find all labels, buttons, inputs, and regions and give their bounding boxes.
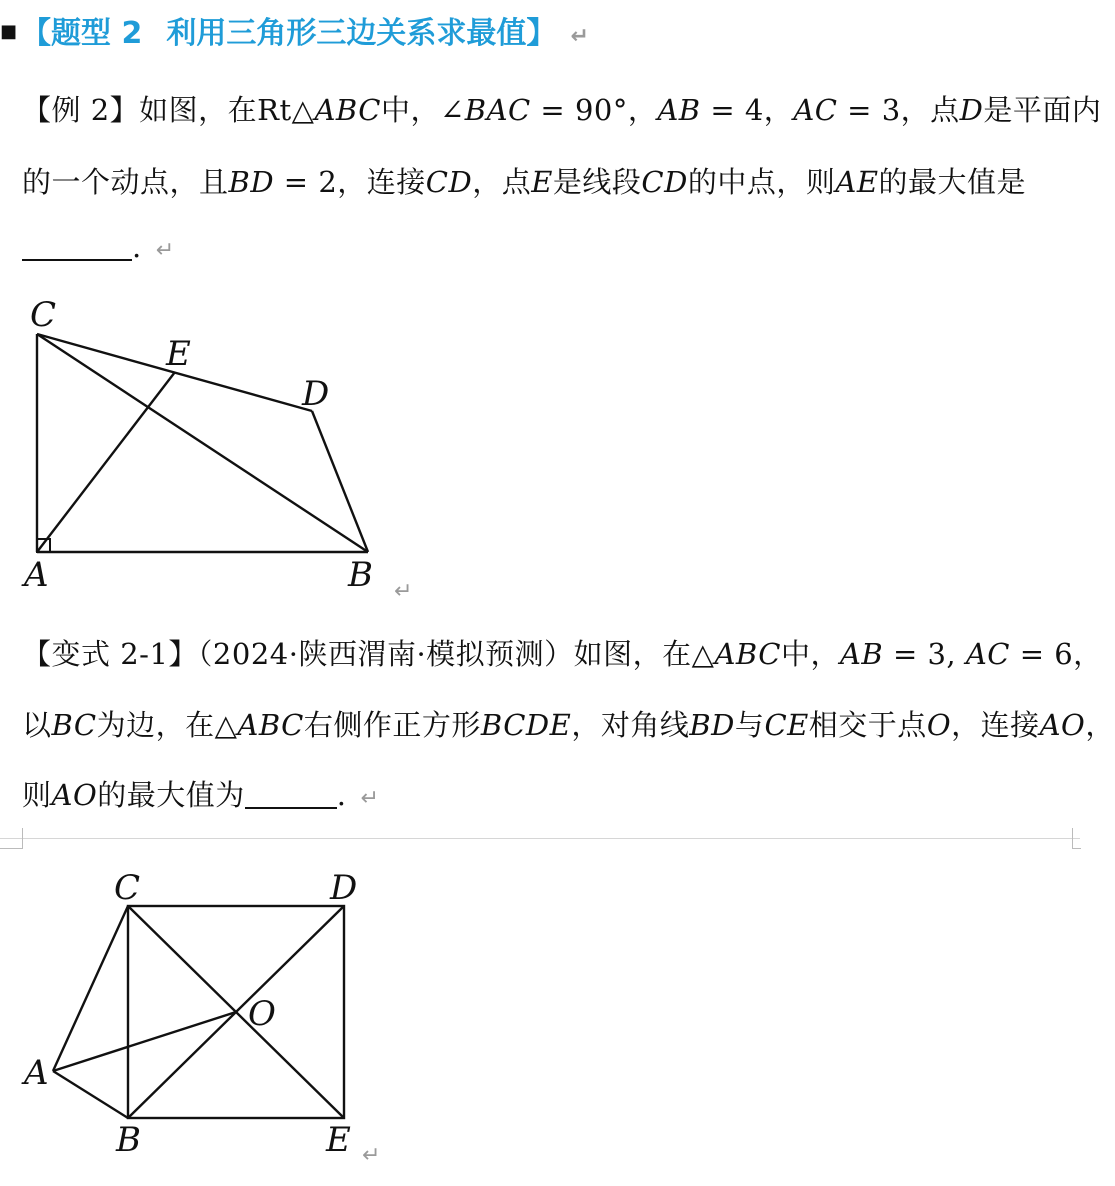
paragraph-mark-icon: ↵ (360, 786, 380, 811)
paragraph-mark-icon: ↵ (155, 238, 175, 263)
label-D: D (330, 868, 358, 908)
example2-line3: . ↵ (22, 230, 175, 264)
label-E: E (166, 334, 191, 374)
heading-title: 利用三角形三边关系求最值】 (166, 16, 557, 51)
answer-blank (245, 781, 337, 809)
variant21-line2: 以BC为边，在△ABC右侧作正方形BCDE，对角线BD与CE相交于点O，连接AO， (22, 708, 1115, 742)
segment-AE (37, 372, 175, 552)
label-B: B (116, 1120, 141, 1160)
paragraph-mark-icon: ↵ (570, 24, 589, 49)
bullet-icon: ■ (0, 21, 18, 42)
label-E: E (326, 1120, 351, 1160)
figure-right-triangle (0, 290, 440, 610)
page-corner-mark (0, 828, 23, 849)
label-D: D (302, 374, 330, 414)
label-A: A (24, 555, 49, 595)
label-O: O (248, 994, 276, 1034)
segment-AC (53, 906, 128, 1071)
section-heading (0, 8, 589, 52)
segment-AB (53, 1071, 128, 1118)
label-C: C (114, 868, 141, 908)
segment-AO (53, 1012, 236, 1071)
example2-line2: 的一个动点，且BD = 2，连接CD，点E是线段CD的中点，则AE的最大值是 (22, 165, 1027, 199)
heading-label: 【题型 2 (21, 16, 143, 51)
segment-DB (312, 411, 368, 552)
figure-square (0, 860, 420, 1180)
variant21-line1: 【变式 2-1】（2024·陕西渭南·模拟预测）如图，在△ABC中，AB = 3, AC = 6， (22, 637, 1103, 671)
label-A: A (24, 1053, 49, 1093)
paragraph-mark-icon: ↵ (362, 1143, 381, 1168)
page-separator (0, 838, 1080, 839)
segment-CB (37, 334, 368, 552)
answer-blank (22, 233, 132, 261)
variant21-line3: 则AO的最大值为 . ↵ (22, 778, 380, 812)
page-corner-mark (1072, 828, 1081, 849)
label-B: B (348, 555, 373, 595)
paragraph-mark-icon: ↵ (394, 579, 413, 604)
example2-line1: 【例 2】如图，在Rt△ABC中，∠BAC = 90°，AB = 4，AC = 3，点D是平面内 (22, 93, 1102, 127)
label-C: C (30, 295, 57, 335)
